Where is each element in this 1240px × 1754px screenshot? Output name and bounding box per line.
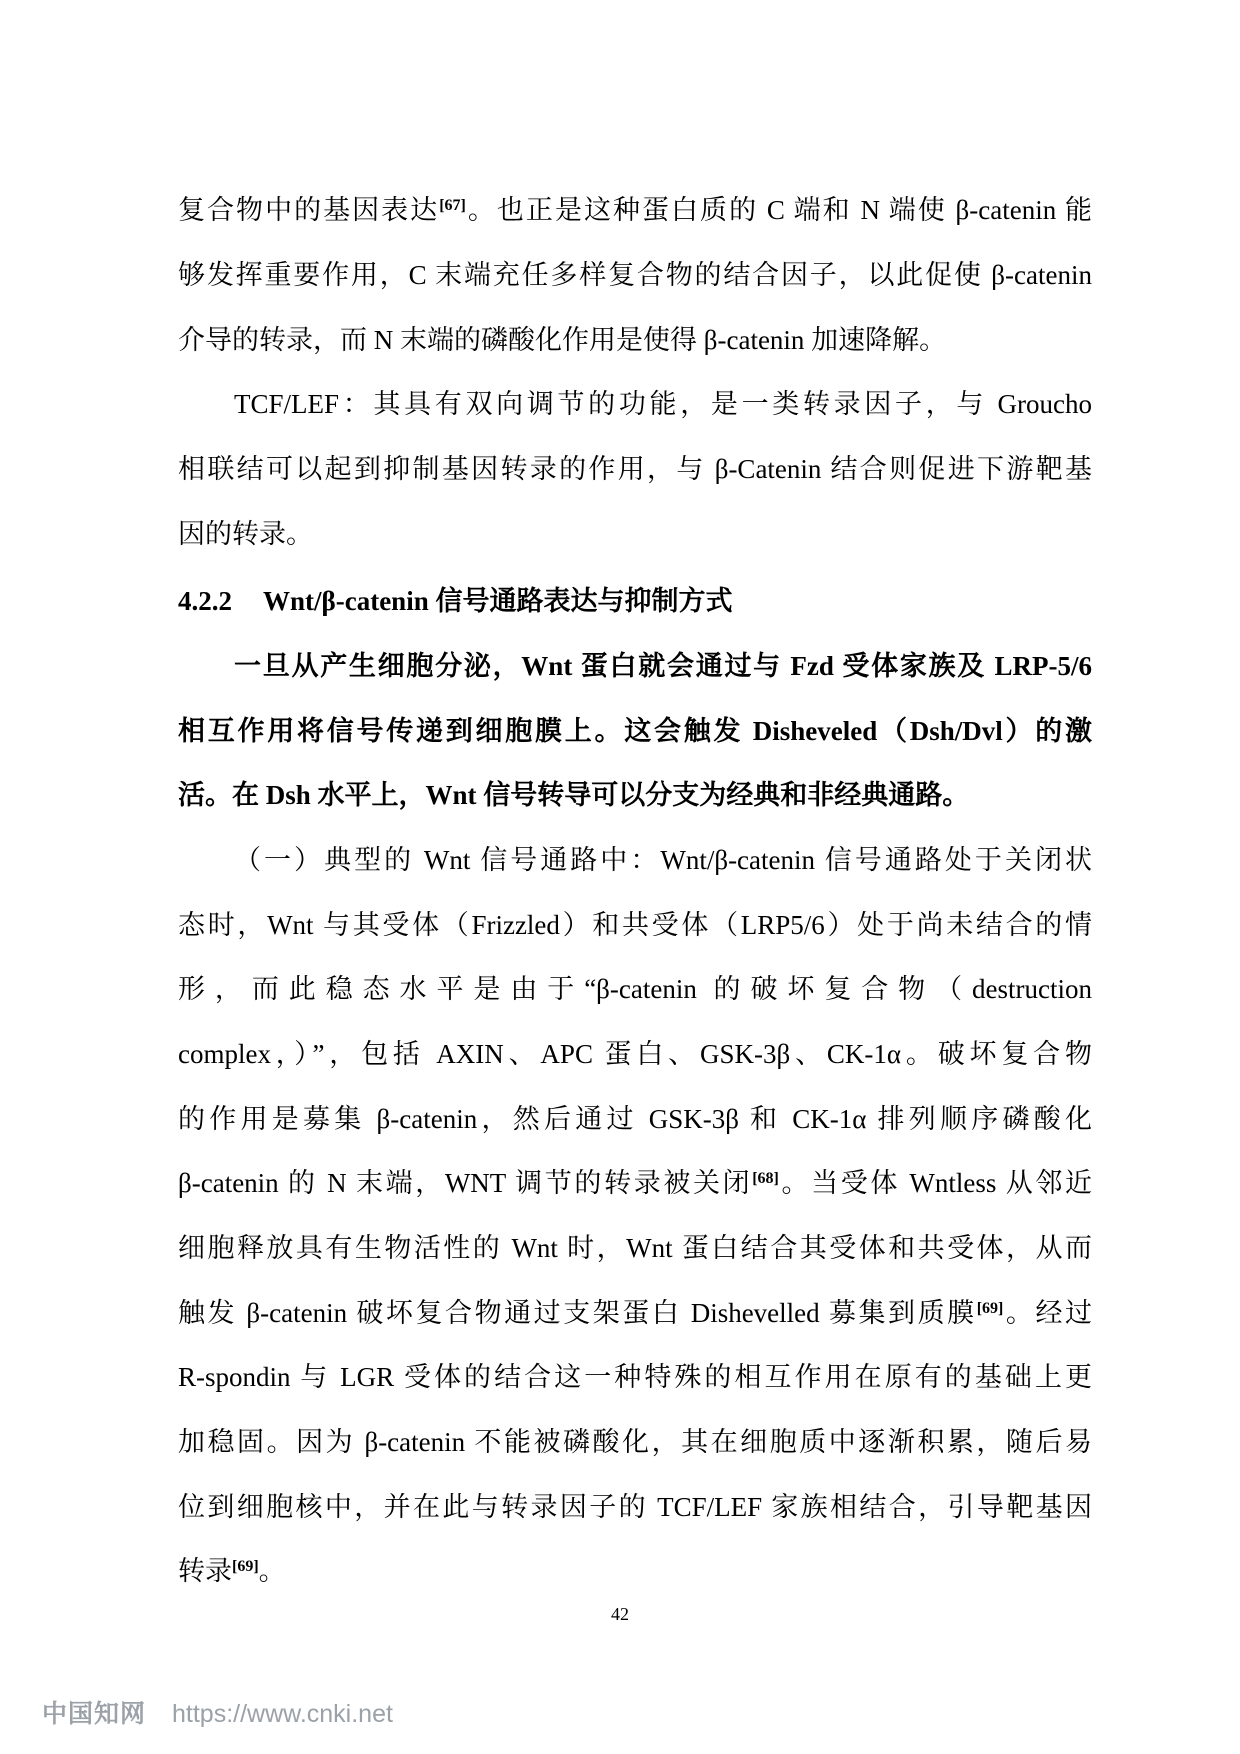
section-heading [178,581,1092,621]
citation[interactable]: [67] [439,197,466,214]
body-line: 相联结可以起到抑制基因转录的作用，与 β-Catenin 结合则促进下游靶基 [178,454,1092,484]
body-line: 态时，Wnt 与其受体（Frizzled）和共受体（LRP5/6）处于尚未结合的情 [178,910,1092,940]
footer [42,1698,393,1730]
body-line: β-catenin 的 N 末端，WNT 调节的转录被关闭[68]。当受体 Wntless 从邻近 [178,1168,1092,1198]
body-line: TCF/LEF：其具有双向调节的功能，是一类转录因子，与 Groucho [234,389,1092,419]
body-line: 触发 β-catenin 破坏复合物通过支架蛋白 Dishevelled 募集到质膜[69]。经过 [178,1298,1093,1328]
footer-url[interactable]: https://www.cnki.net [172,1700,393,1728]
body-line: 够发挥重要作用，C 末端充任多样复合物的结合因子，以此促使 β-catenin [178,260,1092,290]
section-title: Wnt/β-catenin 信号通路表达与抑制方式 [263,586,733,616]
body-line: complex，）”，包括 AXIN、APC 蛋白、GSK-3β、CK-1α。破坏复合物 [178,1039,1092,1069]
body-line: 位到细胞核中，并在此与转录因子的 TCF/LEF 家族相结合，引导靶基因 [178,1492,1092,1522]
body-line: 加稳固。因为 β-catenin 不能被磷酸化，其在细胞质中逐渐积累，随后易 [178,1427,1092,1457]
cnki-logo: 中国知网 [42,1700,147,1728]
body-line: 因的转录。 [178,519,313,549]
body-line: 复合物中的基因表达[67]。也正是这种蛋白质的 C 端和 N 端使 β-catenin 能 [178,195,1092,225]
body-line: 形，而此稳态水平是由于“β-catenin 的破坏复合物（destruction [178,974,1092,1004]
citation[interactable]: [68] [752,1170,779,1187]
body-line: R-spondin 与 LGR 受体的结合这一种特殊的相互作用在原有的基础上更 [178,1362,1092,1392]
citation[interactable]: [69] [232,1558,259,1575]
citation[interactable]: [69] [976,1300,1004,1317]
body-line: 介导的转录，而 N 末端的磷酸化作用是使得 β-catenin 加速降解。 [178,325,947,355]
section-number: 4.2.2 [178,586,232,616]
bold-line: 一旦从产生细胞分泌，Wnt 蛋白就会通过与 Fzd 受体家族及 LRP-5/6 [234,651,1092,681]
body-line: 细胞释放具有生物活性的 Wnt 时，Wnt 蛋白结合其受体和共受体，从而 [178,1233,1092,1263]
body-line: 的作用是募集 β-catenin，然后通过 GSK-3β 和 CK-1α 排列顺序磷酸化 [178,1104,1092,1134]
body-line: （一）典型的 Wnt 信号通路中：Wnt/β-catenin 信号通路处于关闭状 [234,845,1092,875]
body-line: 转录[69]。 [178,1556,286,1586]
bold-line: 相互作用将信号传递到细胞膜上。这会触发 Disheveled（Dsh/Dvl）的激 [178,716,1092,746]
page-number: 42 [611,1604,629,1624]
bold-line: 活。在 Dsh 水平上，Wnt 信号转导可以分支为经典和非经典通路。 [178,780,970,810]
